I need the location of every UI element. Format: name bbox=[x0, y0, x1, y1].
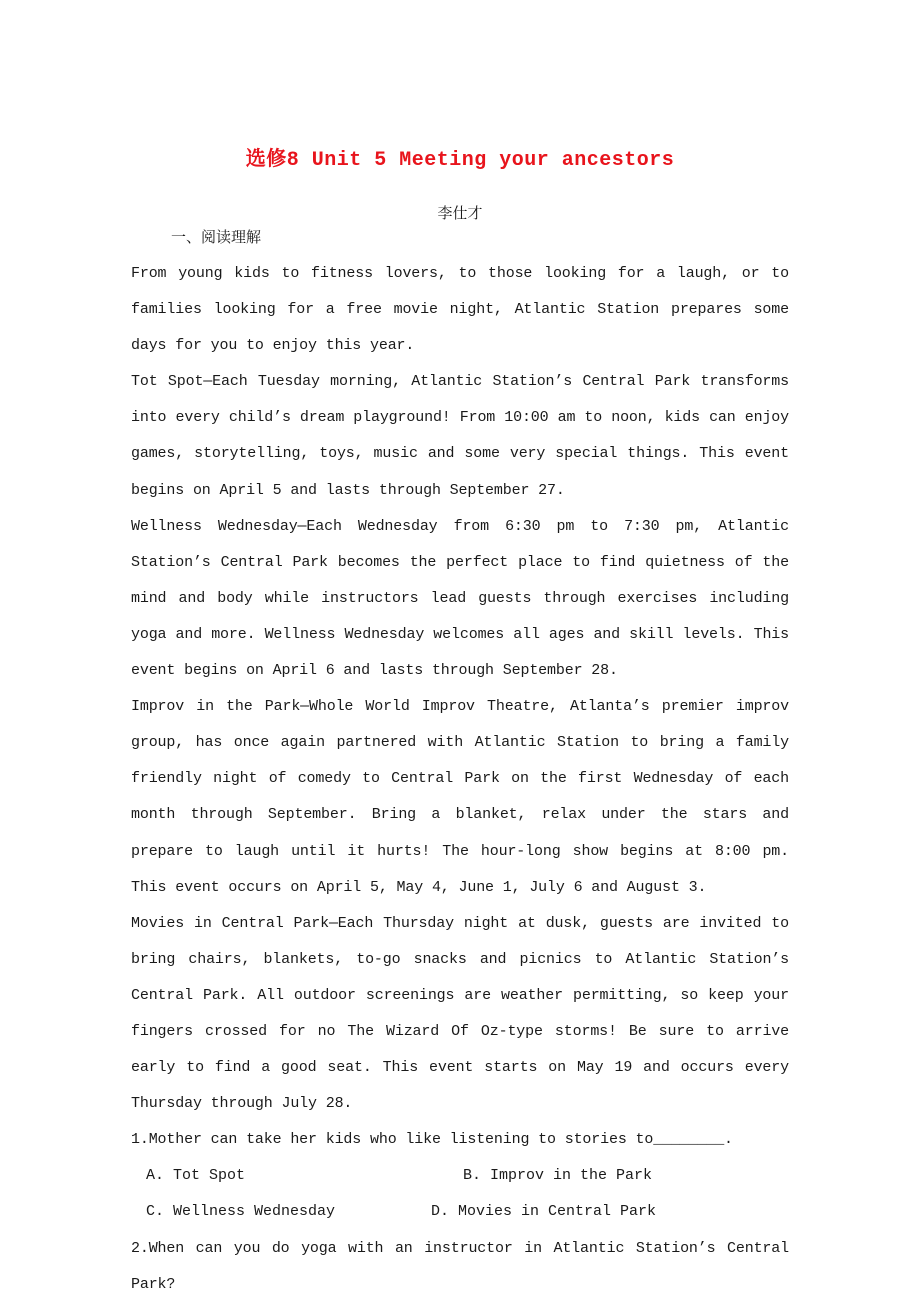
tot-spot-paragraph: Tot Spot—Each Tuesday morning, Atlantic Station’s Central Park transforms into every child’s dream playground! From 10:00 am to noon, kids can enjoy games, storytelling, toys, music and some very special things. This event begins on April 5 and lasts through September 27. bbox=[131, 373, 789, 499]
intro-paragraph: From young kids to fitness lovers, to those looking for a laugh, or to families looking for a free movie night, Atlantic Station prepares some days for you to enjoy this year. bbox=[131, 265, 789, 355]
question-1-stem: 1.Mother can take her kids who like listening to stories to________. bbox=[131, 1131, 733, 1149]
document-body bbox=[131, 256, 789, 1303]
question-2-stem: 2.When can you do yoga with an instructor in Atlantic Station’s Central Park? bbox=[131, 1239, 789, 1293]
question-1-options-row-1 bbox=[131, 1158, 789, 1194]
option-b: B. Improv in the Park bbox=[463, 1167, 653, 1185]
document-title: 选修8 Unit 5 Meeting your ancestors bbox=[245, 149, 675, 172]
author-name: 李仕才 bbox=[437, 204, 483, 222]
question-1-options-row-2 bbox=[131, 1194, 789, 1230]
option-a: A. Tot Spot bbox=[146, 1167, 246, 1185]
option-d: D. Movies in Central Park bbox=[431, 1203, 657, 1221]
wellness-wednesday-paragraph: Wellness Wednesday—Each Wednesday from 6:30 pm to 7:30 pm, Atlantic Station’s Central Park becomes the perfect place to find quietness of the mind and body while instructors lead guests through exercises including yoga and more. Wellness Wednesday welcomes all ages and skill levels. This event begins on April 6 and lasts through September 28. bbox=[131, 517, 789, 680]
option-c: C. Wellness Wednesday bbox=[146, 1203, 336, 1221]
movies-paragraph: Movies in Central Park—Each Thursday night at dusk, guests are invited to bring chairs, blankets, to-go snacks and picnics to Atlantic Station’s Central Park. All outdoor screenings are weather permitting, so keep your fingers crossed for no The Wizard Of Oz-type storms! Be sure to arrive early to find a good seat. This event starts on May 19 and occurs every Thursday through July 28. bbox=[131, 914, 789, 1113]
improv-paragraph: Improv in the Park—Whole World Improv Theatre, Atlanta’s premier improv group, has once again partnered with Atlantic Station to bring a family friendly night of comedy to Central Park on the first Wednesday of each month through September. Bring a blanket, relax under the stars and prepare to laugh until it hurts! The hour-long show begins at 8:00 pm. This event occurs on April 5, May 4, June 1, July 6 and August 3. bbox=[131, 698, 789, 896]
section-heading: 一、阅读理解 bbox=[171, 228, 262, 246]
